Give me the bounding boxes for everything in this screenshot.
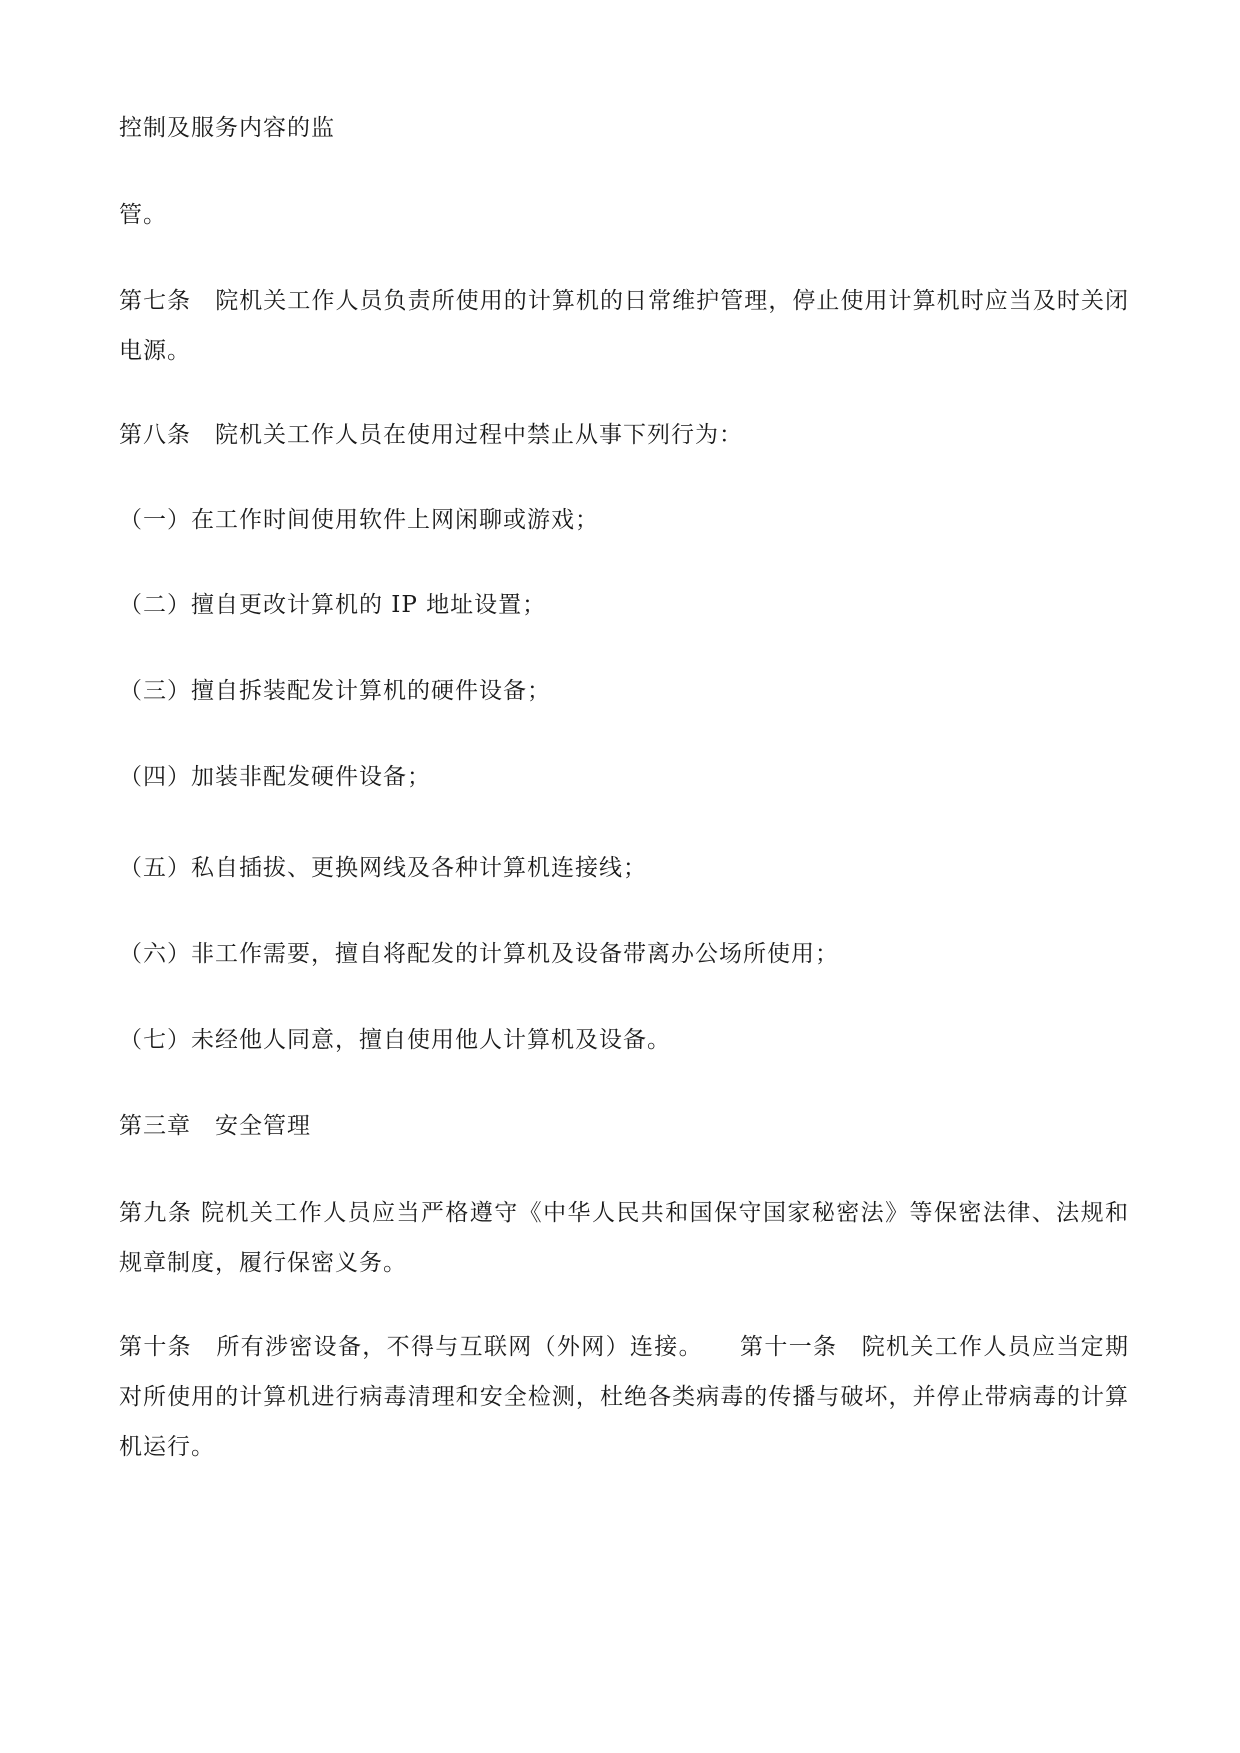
article-8: 第八条 院机关工作人员在使用过程中禁止从事下列行为： — [119, 422, 743, 448]
article-9: 第九条 院机关工作人员应当严格遵守《中华人民共和国保守国家秘密法》等保密法律、法规和规章制度，履行保密义务。 — [119, 1200, 1129, 1276]
list-item: （七）未经他人同意，擅自使用他人计算机及设备。 — [119, 1027, 671, 1053]
list-item: （五）私自插拔、更换网线及各种计算机连接线； — [119, 855, 647, 881]
list-item: （六）非工作需要，擅自将配发的计算机及设备带离办公场所使用； — [119, 941, 839, 967]
chapter-heading: 第三章 安全管理 — [119, 1113, 311, 1139]
article-7: 第七条 院机关工作人员负责所使用的计算机的日常维护管理，停止使用计算机时应当及时关闭电源。 — [119, 288, 1129, 364]
list-item: （一）在工作时间使用软件上网闲聊或游戏； — [119, 507, 599, 533]
list-item: （三）擅自拆装配发计算机的硬件设备； — [119, 678, 551, 704]
article-10-11: 第十条 所有涉密设备，不得与互联网（外网）连接。 第十一条 院机关工作人员应当定期对所使用的计算机进行病毒清理和安全检测，杜绝各类病毒的传播与破坏，并停止带病毒的计算机运行。 — [119, 1334, 1129, 1460]
paragraph-continuation-end: 管。 — [119, 202, 167, 228]
paragraph-continuation: 控制及服务内容的监 — [119, 115, 335, 141]
list-item: （四）加装非配发硬件设备； — [119, 764, 431, 790]
list-item: （二）擅自更改计算机的 IP 地址设置； — [119, 592, 547, 618]
